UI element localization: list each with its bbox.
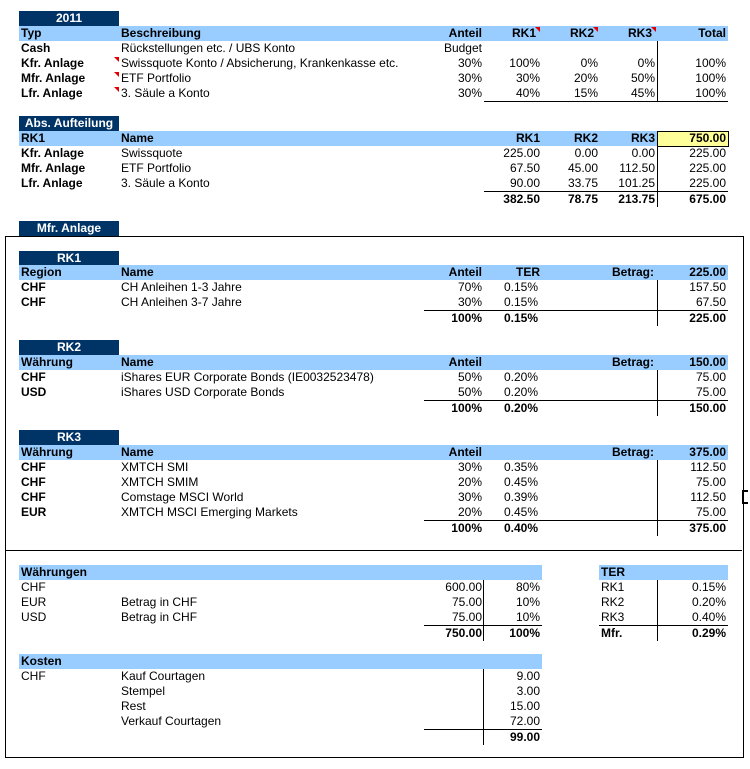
mfr-anlage-frame [5, 236, 744, 758]
column-divider [483, 580, 484, 641]
row-ter: 0.35% [504, 460, 539, 474]
row-name: iShares EUR Corporate Bonds (IE0032523478) [121, 370, 374, 384]
row-anteil: 30% [457, 295, 482, 309]
row-anteil: 30% [457, 86, 482, 100]
column-divider [657, 580, 658, 641]
row-betrag: 67.50 [695, 295, 726, 309]
col-header-name: Name [121, 355, 154, 369]
col-header-rk2: RK2 [573, 131, 598, 145]
row-rk1: 30% [515, 71, 540, 85]
row-ter: 0.15% [504, 295, 539, 309]
row-typ: Kfr. Anlage [21, 146, 84, 160]
col-header-anteil: Anteil [448, 26, 482, 40]
total-ter: 0.40% [504, 521, 539, 535]
row-desc: Rest [121, 699, 146, 713]
row-desc: Stempel [121, 684, 166, 698]
ter-total-value: 0.29% [691, 626, 726, 640]
row-rk3: 101.25 [618, 176, 655, 190]
ter-value: 0.15% [691, 580, 726, 594]
row-rk1: 225.00 [503, 146, 540, 160]
row-beschreibung: 3. Säule a Konto [121, 86, 210, 100]
ter-label: RK3 [601, 610, 625, 624]
row-total: 100% [695, 56, 726, 70]
col-header-waehrung: Währung [21, 445, 73, 459]
row-rk3: 112.50 [619, 161, 655, 175]
col-header-rk3: RK3 [630, 131, 655, 145]
row-total: 225.00 [689, 161, 726, 175]
row-amount: 9.00 [516, 669, 540, 683]
column-divider [483, 669, 484, 745]
row-ter: 0.39% [504, 490, 539, 504]
column-divider [657, 41, 658, 101]
row-rk3: 50% [630, 71, 655, 85]
row-waehrung: CHF [21, 460, 46, 474]
row-anteil: Budget [443, 41, 482, 55]
row-currency: CHF [21, 580, 46, 594]
betrag-value: 375.00 [689, 445, 726, 459]
ter-label: RK2 [601, 595, 625, 609]
row-name: XMTCH SMI [121, 460, 189, 474]
row-rk2: 33.75 [567, 176, 598, 190]
total-ter: 0.20% [504, 401, 539, 415]
row-amount: 3.00 [516, 684, 540, 698]
row-total: 100% [695, 86, 726, 100]
row-rk3: 0.00 [631, 146, 655, 160]
row-rk1: 40% [515, 86, 540, 100]
column-divider [657, 146, 658, 207]
col-header-waehrung: Währung [21, 355, 73, 369]
total-pct: 100% [509, 626, 540, 640]
row-amount: 15.00 [509, 699, 540, 713]
row-anteil: 30% [457, 460, 482, 474]
row-rk1: 100% [509, 56, 540, 70]
row-name: ETF Portfolio [121, 161, 192, 175]
row-currency: USD [21, 610, 47, 624]
row-rk2: 15% [573, 86, 598, 100]
col-header-anteil: Anteil [448, 265, 482, 279]
row-waehrung: CHF [21, 490, 46, 504]
col-header-ter: TER [516, 265, 540, 279]
row-rk1: 67.50 [509, 161, 540, 175]
row-typ: Cash [21, 41, 51, 55]
row-typ: Lfr. Anlage [21, 176, 83, 190]
col-header-betrag: Betrag: [611, 445, 654, 459]
total-rk2: 78.75 [567, 192, 598, 206]
row-name: CH Anleihen 1-3 Jahre [121, 280, 242, 294]
row-pct: 10% [515, 610, 540, 624]
col-header-rk1-label: RK1 [21, 131, 46, 145]
row-typ: Mfr. Anlage [21, 161, 86, 175]
row-desc: Kauf Courtagen [121, 669, 206, 683]
rk2-title: RK2 [19, 340, 119, 355]
total-total: 675.00 [689, 192, 726, 206]
col-header-betrag: Betrag: [611, 355, 654, 369]
row-anteil: 70% [457, 280, 482, 294]
row-total: 100% [695, 71, 726, 85]
row-typ: Lfr. Anlage [21, 86, 83, 100]
row-waehrung: EUR [21, 505, 47, 519]
row-betrag: 112.50 [690, 490, 726, 504]
frame-divider [6, 550, 742, 551]
row-waehrung: USD [21, 385, 47, 399]
row-amount: 75.00 [451, 595, 482, 609]
row-anteil: 30% [457, 71, 482, 85]
row-anteil: 30% [457, 490, 482, 504]
row-betrag: 75.00 [695, 385, 726, 399]
ter-label: RK1 [601, 580, 625, 594]
row-desc: Betrag in CHF [121, 610, 198, 624]
row-anteil: 20% [457, 505, 482, 519]
row-waehrung: CHF [21, 475, 46, 489]
col-header-name: Name [121, 265, 154, 279]
total-ter: 0.15% [504, 311, 539, 325]
col-header-anteil: Anteil [448, 445, 482, 459]
row-name: Swissquote [121, 146, 183, 160]
total-betrag: 150.00 [689, 401, 726, 415]
row-name: iShares USD Corporate Bonds [121, 385, 285, 399]
row-name: CH Anleihen 3-7 Jahre [121, 295, 242, 309]
row-beschreibung: Rückstellungen etc. / UBS Konto [121, 41, 296, 55]
rk1-title: RK1 [19, 251, 119, 266]
comment-indicator-icon[interactable] [651, 27, 656, 32]
col-header-rk2[interactable]: RK2 [569, 26, 594, 40]
comment-indicator-icon[interactable] [114, 72, 119, 77]
row-rk2: 45.00 [567, 161, 598, 175]
selection-handle-icon[interactable] [742, 490, 748, 504]
ter-title: TER [601, 565, 625, 579]
row-name: 3. Säule a Konto [121, 176, 210, 190]
row-anteil: 50% [457, 385, 482, 399]
comment-indicator-icon[interactable] [535, 27, 540, 32]
col-header-anteil: Anteil [448, 355, 482, 369]
row-rk3: 0% [637, 56, 655, 70]
row-rk2: 0% [580, 56, 598, 70]
row-amount: 72.00 [509, 714, 540, 728]
kosten-header-row [19, 654, 542, 669]
ter-value: 0.20% [691, 595, 726, 609]
row-amount: 600.00 [445, 580, 482, 594]
budget-value[interactable]: 750.00 [689, 131, 726, 145]
row-total: 225.00 [689, 146, 726, 160]
row-region: CHF [21, 295, 46, 309]
row-typ: Kfr. Anlage [21, 56, 84, 70]
row-ter: 0.15% [504, 280, 539, 294]
row-betrag: 75.00 [695, 475, 726, 489]
row-ter: 0.45% [504, 505, 539, 519]
row-pct: 80% [515, 580, 540, 594]
total-anteil: 100% [451, 311, 482, 325]
col-header-total: Total [698, 26, 726, 40]
total-betrag: 225.00 [689, 311, 726, 325]
row-rk2: 20% [573, 71, 598, 85]
col-header-name: Name [121, 131, 154, 145]
section-title-abs-aufteilung: Abs. Aufteilung [19, 116, 119, 131]
row-region: CHF [21, 280, 46, 294]
row-total: 225.00 [689, 176, 726, 190]
row-ter: 0.20% [504, 370, 539, 384]
row-rk3: 45% [630, 86, 655, 100]
row-amount: 75.00 [451, 610, 482, 624]
kosten-currency: CHF [21, 669, 46, 683]
comment-indicator-icon[interactable] [114, 57, 119, 62]
col-header-betrag: Betrag: [611, 265, 654, 279]
total-amount: 750.00 [445, 626, 482, 640]
rk3-title: RK3 [19, 430, 119, 445]
col-header-name: Name [121, 445, 154, 459]
kosten-title: Kosten [21, 654, 62, 668]
section-title-mfr-anlage: Mfr. Anlage [19, 221, 119, 236]
total-anteil: 100% [451, 401, 482, 415]
ter-value: 0.40% [691, 610, 726, 624]
col-header-typ: Typ [21, 26, 42, 40]
row-beschreibung: Swissquote Konto / Absicherung, Krankenkasse etc. [121, 56, 399, 70]
row-name: XMTCH MSCI Emerging Markets [121, 505, 298, 519]
section-title-2011: 2011 [19, 11, 119, 26]
row-pct: 10% [515, 595, 540, 609]
row-betrag: 75.00 [695, 370, 726, 384]
row-anteil: 50% [457, 370, 482, 384]
col-header-beschreibung: Beschreibung [121, 26, 202, 40]
betrag-value: 150.00 [689, 355, 726, 369]
column-divider [657, 370, 658, 416]
row-name: XMTCH SMIM [121, 475, 199, 489]
col-header-region: Region [21, 265, 62, 279]
total-betrag: 375.00 [689, 521, 726, 535]
betrag-value: 225.00 [689, 265, 726, 279]
row-beschreibung: ETF Portfolio [121, 71, 192, 85]
row-rk1: 90.00 [509, 176, 540, 190]
waehrungen-title: Währungen [21, 565, 87, 579]
total-anteil: 100% [451, 521, 482, 535]
comment-indicator-icon[interactable] [114, 87, 119, 92]
row-rk2: 0.00 [574, 146, 598, 160]
row-desc: Verkauf Courtagen [121, 714, 222, 728]
row-currency: EUR [21, 595, 47, 609]
kosten-total: 99.00 [509, 730, 540, 744]
row-desc: Betrag in CHF [121, 595, 198, 609]
row-waehrung: CHF [21, 370, 46, 384]
row-betrag: 112.50 [690, 460, 726, 474]
row-ter: 0.20% [504, 385, 539, 399]
row-anteil: 20% [457, 475, 482, 489]
row-betrag: 157.50 [689, 280, 726, 294]
ter-total-label: Mfr. [601, 626, 623, 640]
total-rk1: 382.50 [503, 192, 540, 206]
row-name: Comstage MSCI World [121, 490, 244, 504]
row-ter: 0.45% [504, 475, 539, 489]
column-divider [657, 460, 658, 536]
row-betrag: 75.00 [695, 505, 726, 519]
total-line [484, 101, 728, 102]
total-rk3: 213.75 [618, 192, 655, 206]
row-anteil: 30% [457, 56, 482, 70]
column-divider [657, 280, 658, 326]
comment-indicator-icon[interactable] [593, 27, 598, 32]
col-header-rk1: RK1 [515, 131, 540, 145]
waehrungen-header-row [19, 565, 542, 580]
col-header-rk3[interactable]: RK3 [627, 26, 652, 40]
row-typ: Mfr. Anlage [21, 71, 86, 85]
col-header-rk1[interactable]: RK1 [511, 26, 536, 40]
